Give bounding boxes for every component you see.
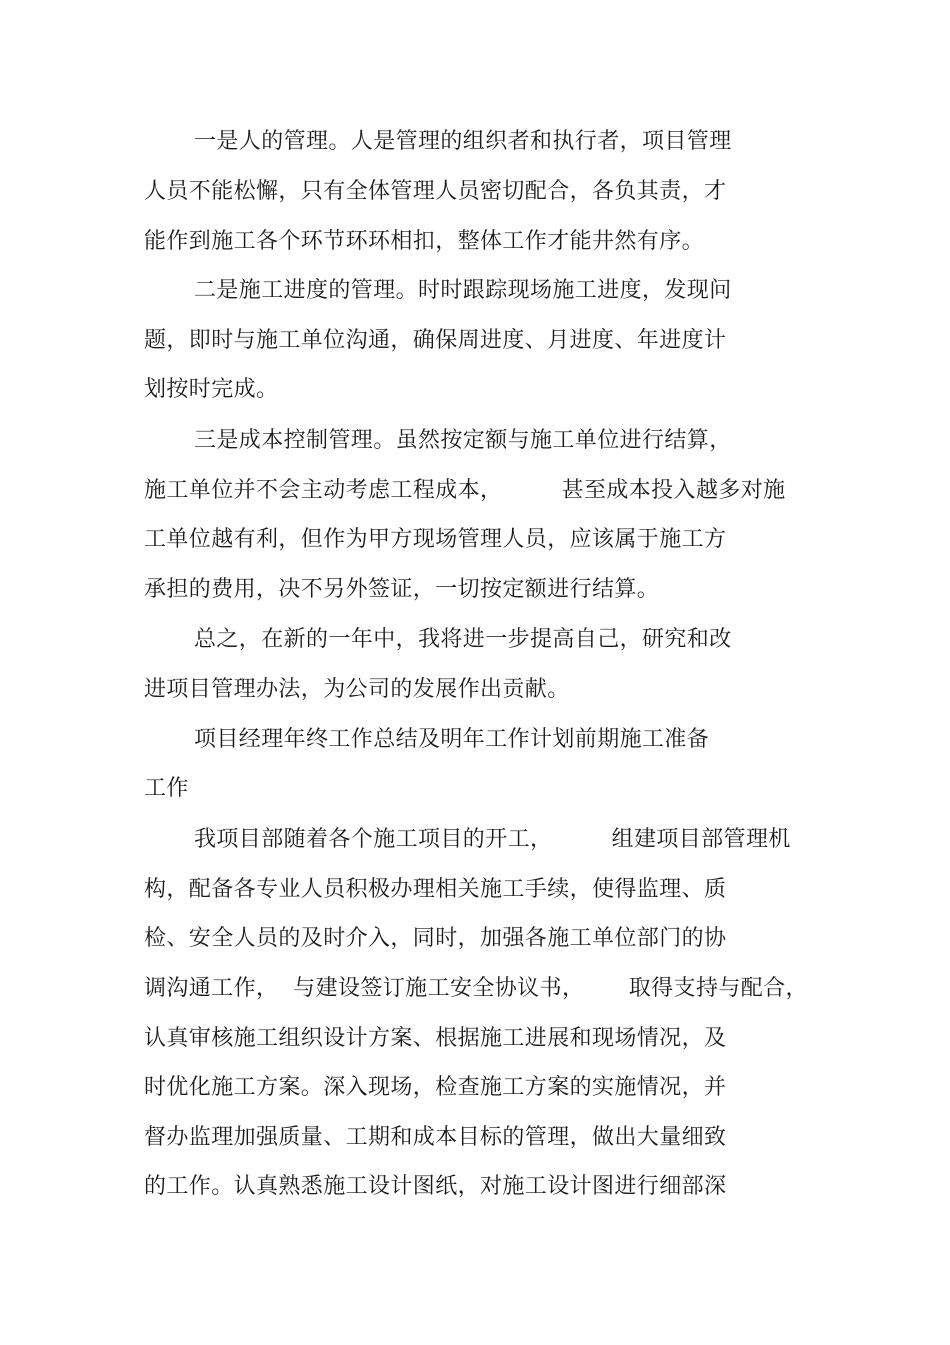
paragraph-line: 划按时完成。 [144, 377, 279, 402]
paragraph-line: 施工单位并不会主动考虑工程成本， 甚至成本投入越多对施 [144, 478, 786, 503]
paragraph-line: 调沟通工作， 与建设签订施工安全协议书， 取得支持与配合， [144, 976, 808, 1001]
section-heading-line: 项目经理年终工作总结及明年工作计划前期施工准备 [194, 727, 710, 752]
paragraph-line: 构，配备各专业人员积极办理相关施工手续，使得监理、质 [144, 877, 727, 902]
paragraph-line: 题，即时与施工单位沟通，确保周进度、月进度、年进度计 [144, 328, 727, 353]
section-heading-line: 工作 [144, 776, 189, 801]
paragraph-line: 人员不能松懈，只有全体管理人员密切配合，各负其责，才 [144, 179, 727, 204]
paragraph-line: 承担的费用，决不另外签证，一切按定额进行结算。 [144, 577, 660, 602]
paragraph-line: 二是施工进度的管理。时时跟踪现场施工进度，发现问 [194, 278, 732, 303]
paragraph-line: 进项目管理办法，为公司的发展作出贡献。 [144, 677, 570, 702]
paragraph-line: 总之，在新的一年中，我将进一步提高自己，研究和改 [194, 627, 732, 652]
paragraph-line: 能作到施工各个环节环环相扣，整体工作才能井然有序。 [144, 229, 705, 254]
paragraph-line: 认真审核施工组织设计方案、根据施工进展和现场情况，及 [144, 1026, 727, 1051]
paragraph-line: 一是人的管理。人是管理的组织者和执行者，项目管理 [194, 129, 732, 154]
paragraph-line: 三是成本控制管理。虽然按定额与施工单位进行结算， [194, 428, 732, 453]
paragraph-line: 我项目部随着各个施工项目的开工， 组建项目部管理机 [194, 827, 791, 852]
paragraph-line: 工单位越有利，但作为甲方现场管理人员，应该属于施工方 [144, 527, 727, 552]
paragraph-line: 时优化施工方案。深入现场，检查施工方案的实施情况，并 [144, 1075, 727, 1100]
paragraph-line: 的工作。认真熟悉施工设计图纸，对施工设计图进行细部深 [144, 1174, 727, 1199]
paragraph-line: 检、安全人员的及时介入，同时，加强各施工单位部门的协 [144, 926, 727, 951]
paragraph-line: 督办监理加强质量、工期和成本目标的管理，做出大量细致 [144, 1125, 727, 1150]
